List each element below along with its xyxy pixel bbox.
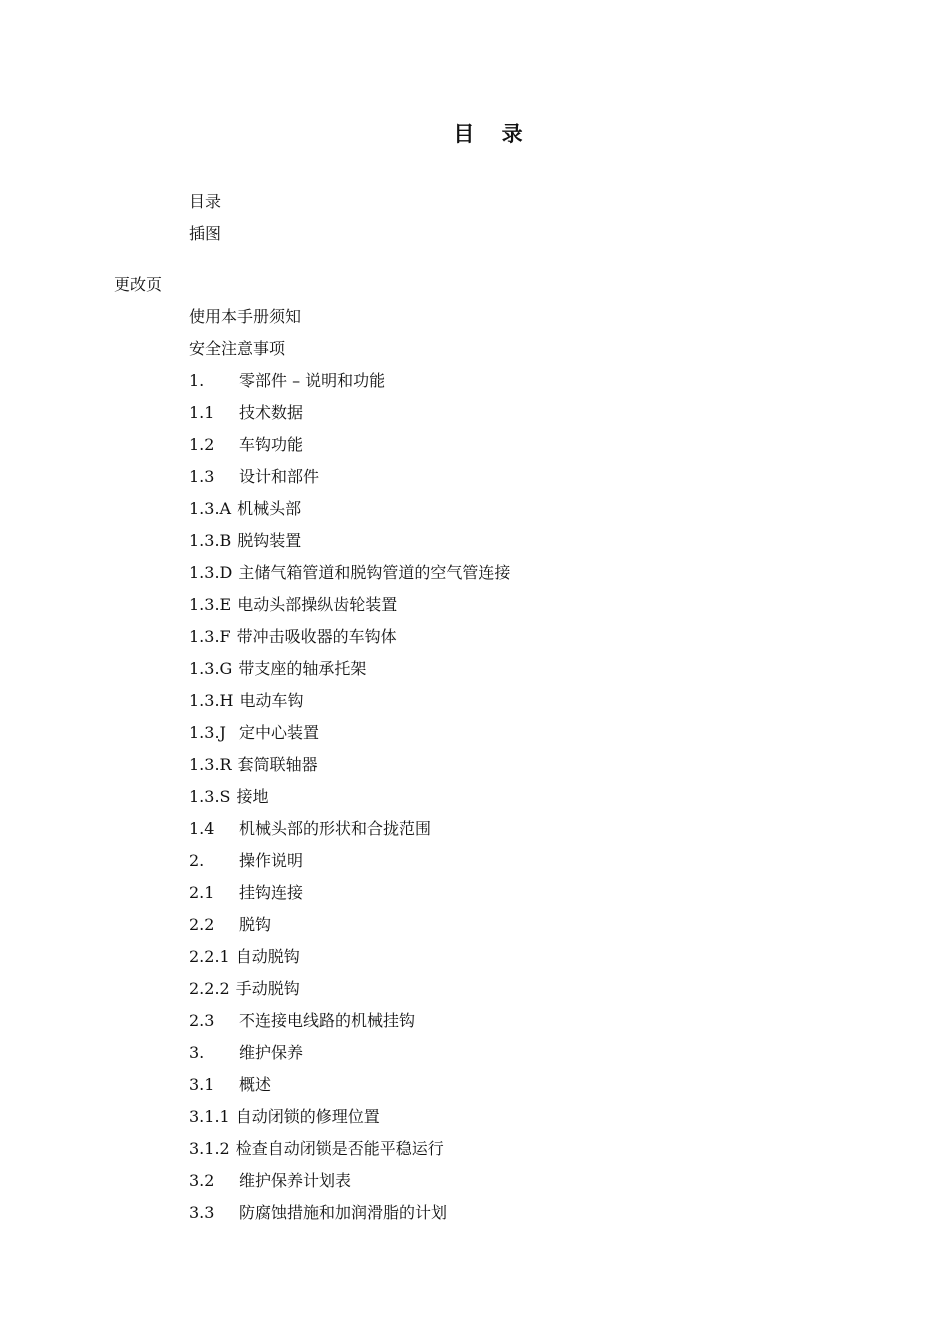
toc-entry (189, 690, 304, 712)
toc-entry (189, 850, 303, 872)
toc-entry (189, 754, 318, 776)
toc-entry (189, 370, 385, 392)
toc-entry (189, 466, 319, 488)
toc-entry (189, 594, 397, 616)
toc-entry-title: 目录 (189, 192, 222, 211)
toc-entry-number: 3.1.1 (189, 1107, 230, 1126)
toc-entry (189, 658, 366, 680)
toc-entry-title: 检查自动闭锁是否能平稳运行 (235, 1139, 444, 1158)
toc-entry-number: 1.3 (189, 467, 215, 486)
toc-entry (189, 1170, 351, 1192)
toc-entry-title: 维护保养计划表 (239, 1171, 352, 1190)
toc-entry-title: 操作说明 (239, 851, 304, 870)
toc-entry-title: 不连接电线路的机械挂钩 (239, 1011, 416, 1030)
toc-entry-title: 设计和部件 (239, 467, 320, 486)
toc-entry-title: 机械头部的形状和合拢范围 (239, 819, 432, 838)
toc-entry-number: 1.3.R (189, 755, 232, 774)
toc-entry-number: 1.3.A (189, 499, 232, 518)
toc-entry (189, 530, 301, 552)
toc-entry-title: 车钩功能 (239, 435, 304, 454)
toc-entry-title: 挂钩连接 (239, 883, 304, 902)
toc-entry-number: 2.2.1 (189, 947, 230, 966)
toc-entry-title: 电动头部操纵齿轮装置 (237, 595, 398, 614)
toc-entry (189, 722, 319, 744)
toc-entry-title: 防腐蚀措施和加润滑脂的计划 (239, 1203, 448, 1222)
toc-entry-number: 1.1 (189, 403, 215, 422)
toc-entry-number: 1. (189, 371, 205, 390)
toc-entry-number: 3.1 (189, 1075, 215, 1094)
toc-entry (189, 818, 431, 840)
toc-entry-title: 手动脱钩 (235, 979, 300, 998)
toc-entry-number: 1.3.G (189, 659, 233, 678)
toc-entry-title: 更改页 (114, 275, 163, 294)
toc-entry-number: 1.3.S (189, 787, 231, 806)
toc-entry (189, 191, 221, 213)
toc-entry (189, 978, 300, 1000)
toc-entry-title: 脱钩 (239, 915, 272, 934)
toc-entry-title: 定中心装置 (239, 723, 320, 742)
toc-entry-number: 3.3 (189, 1203, 215, 1222)
toc-entry-number: 1.3.J (189, 723, 226, 742)
toc-entry-number: 1.3.B (189, 531, 232, 550)
toc-entry (189, 626, 397, 648)
toc-entry-title: 零部件 – 说明和功能 (239, 371, 386, 390)
toc-entry-title: 维护保养 (239, 1043, 304, 1062)
toc-entry-title: 接地 (236, 787, 269, 806)
toc-entry (189, 1074, 271, 1096)
toc-entry-title: 安全注意事项 (189, 339, 286, 358)
toc-entry-title: 插图 (189, 224, 222, 243)
page-title: 目 录 (453, 121, 533, 146)
toc-entry-title: 概述 (239, 1075, 272, 1094)
toc-entry (189, 1106, 380, 1128)
toc-entry-title: 套筒联轴器 (237, 755, 318, 774)
toc-entry-number: 2.2.2 (189, 979, 230, 998)
toc-entry (189, 562, 510, 584)
toc-entry-number: 1.4 (189, 819, 215, 838)
toc-entry-number: 2. (189, 851, 205, 870)
toc-entry-title: 自动闭锁的修理位置 (235, 1107, 380, 1126)
toc-entry-number: 2.1 (189, 883, 215, 902)
toc-entry-number: 2.3 (189, 1011, 215, 1030)
toc-entry-title: 脱钩装置 (237, 531, 302, 550)
toc-entry-title: 自动脱钩 (235, 947, 300, 966)
toc-entry (189, 1138, 444, 1160)
toc-entry-title: 带支座的轴承托架 (238, 659, 367, 678)
toc-entry (189, 338, 285, 360)
toc-entry (189, 786, 269, 808)
toc-entry (189, 306, 301, 328)
toc-entry-number: 3.1.2 (189, 1139, 230, 1158)
toc-entry (189, 1202, 447, 1224)
toc-entry (189, 434, 303, 456)
toc-entry-number: 3. (189, 1043, 205, 1062)
toc-entry-number: 2.2 (189, 915, 215, 934)
toc-entry (189, 882, 303, 904)
toc-entry-number: 1.3.E (189, 595, 232, 614)
toc-entry-title: 技术数据 (239, 403, 304, 422)
toc-entry (189, 914, 271, 936)
toc-entry (189, 223, 221, 245)
toc-entry (189, 402, 303, 424)
toc-entry-number: 1.3.D (189, 563, 233, 582)
toc-entry-number: 1.2 (189, 435, 215, 454)
toc-entry-title: 电动车钩 (239, 691, 304, 710)
toc-entry (189, 946, 300, 968)
toc-entry-number: 1.3.H (189, 691, 234, 710)
toc-entry-title: 主储气箱管道和脱钩管道的空气管连接 (238, 563, 511, 582)
toc-entry-number: 1.3.F (189, 627, 231, 646)
toc-entry-title: 带冲击吸收器的车钩体 (236, 627, 397, 646)
toc-entry (189, 498, 301, 520)
toc-entry (189, 1042, 303, 1064)
toc-entry (189, 1010, 415, 1032)
toc-entry-title: 使用本手册须知 (189, 307, 302, 326)
toc-entry-title: 机械头部 (237, 499, 302, 518)
toc-entry-number: 3.2 (189, 1171, 215, 1190)
toc-entry (114, 274, 162, 296)
